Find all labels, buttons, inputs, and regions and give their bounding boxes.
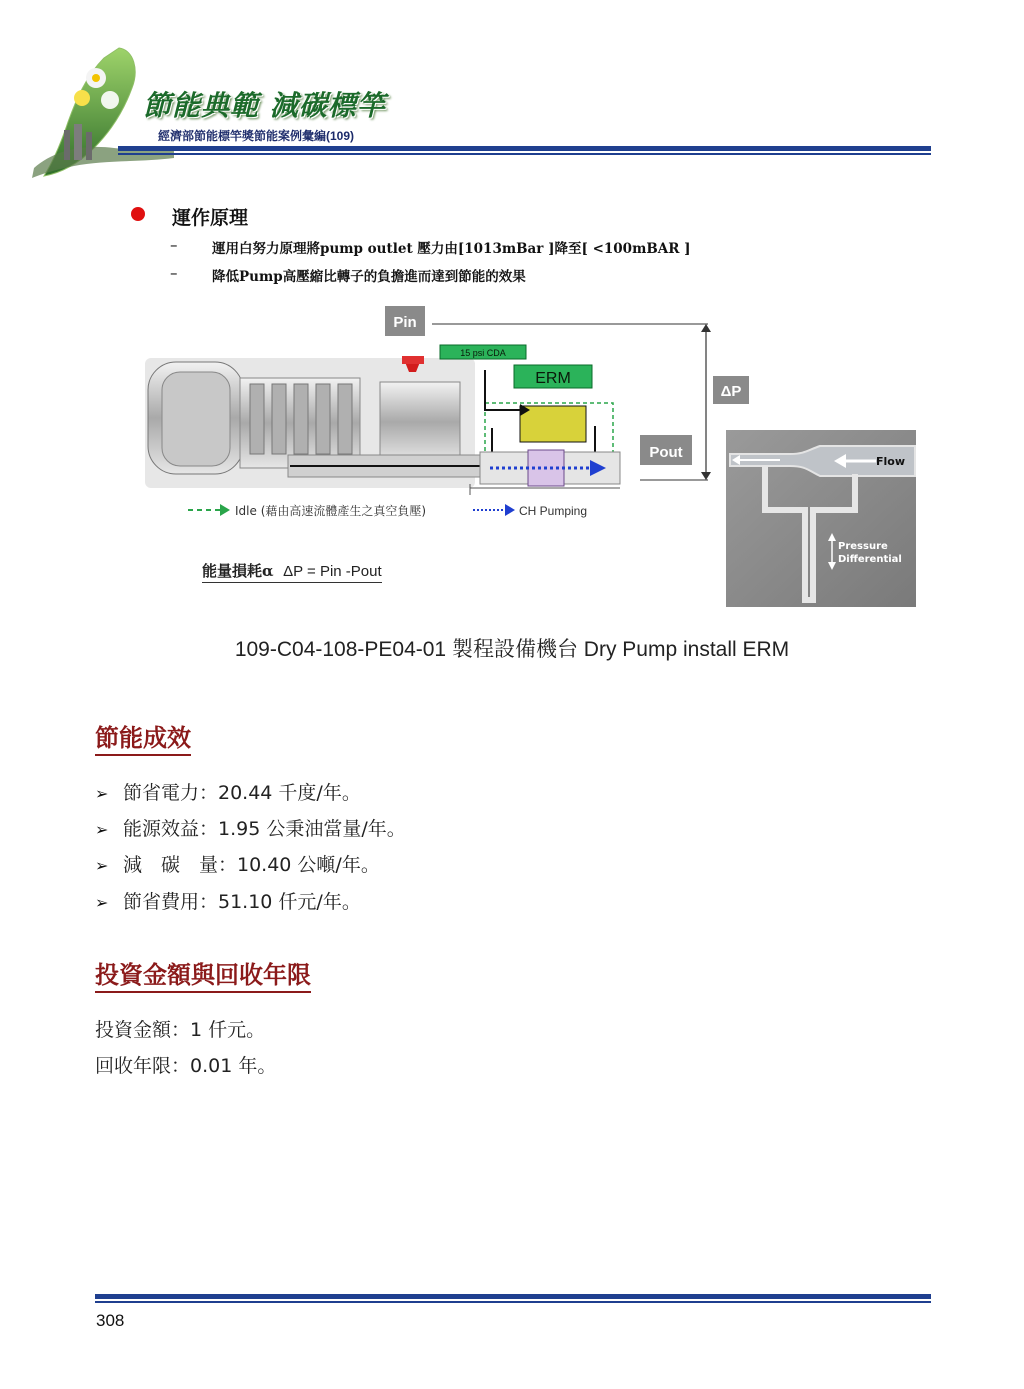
principle-dash-2: –	[170, 264, 178, 282]
dry-pump-illustration	[145, 356, 498, 488]
pin-label: Pin	[393, 314, 417, 331]
principle-dash-1: –	[170, 236, 178, 254]
delta-p-label: ΔP	[720, 383, 742, 400]
idle-legend: Idle (藉由高速流體產生之真空負壓)	[235, 504, 427, 518]
formula-expression: ΔP = Pin -Pout	[283, 563, 382, 580]
header-rule	[118, 146, 931, 151]
result-text-energy: 能源效益：1.95 公秉油當量/年。	[123, 818, 406, 840]
ch-legend: CH Pumping	[519, 504, 588, 518]
idle-arrow-icon	[220, 504, 230, 516]
pressure-label: Pressure	[838, 541, 888, 552]
result-item	[95, 887, 361, 914]
principle-bullet-icon	[131, 207, 145, 221]
result-text-power: 節省電力：20.44 千度/年。	[123, 782, 361, 804]
results-heading: 節能成效	[95, 718, 191, 756]
payback-period: 回收年限：0.01 年。	[95, 1055, 277, 1077]
investment-amount: 投資金額：1 仟元。	[95, 1019, 266, 1041]
differential-label: Differential	[838, 554, 902, 565]
erm-module	[470, 370, 620, 495]
erm-label: ERM	[535, 370, 571, 387]
cda-label: 15 psi CDA	[460, 348, 506, 358]
arrow-bullet-icon: ➢	[95, 856, 109, 875]
header-rule-thin	[118, 153, 931, 155]
formula-label: 能量損耗α	[202, 562, 274, 580]
energy-loss-formula	[202, 560, 382, 583]
footer-rule-thin	[95, 1301, 931, 1303]
figure-caption: 109-C04-108-PE04-01 製程設備機台 Dry Pump install ERM	[234, 638, 790, 661]
result-item	[95, 850, 380, 877]
ch-arrow-icon	[505, 504, 515, 516]
principle-line-2: 降低Pump高壓縮比轉子的負擔進而達到節能的效果	[212, 269, 526, 285]
result-text-cost: 節省費用：51.10 仟元/年。	[123, 891, 361, 913]
arrow-bullet-icon: ➢	[95, 784, 109, 803]
page-number: 308	[96, 1311, 125, 1330]
brand-subtitle: 經濟部節能標竿獎節能案例彙編(109)	[158, 129, 355, 143]
result-text-carbon: 減 碳 量：10.40 公噸/年。	[123, 854, 380, 876]
result-item	[95, 778, 361, 805]
flow-label: Flow	[876, 455, 906, 468]
arrow-bullet-icon: ➢	[95, 820, 109, 839]
principle-heading: 運作原理	[172, 207, 249, 229]
arrow-bullet-icon: ➢	[95, 893, 109, 912]
principle-line-1: 運用白努力原理將pump outlet 壓力由[1013mBar ]降至[ <100mBAR ]	[212, 241, 691, 257]
investment-heading: 投資金額與回收年限	[95, 955, 311, 993]
brand-title: 節能典範 減碳標竿	[143, 89, 386, 122]
result-item	[95, 814, 406, 841]
pout-label: Pout	[649, 444, 683, 461]
footer-rule	[95, 1294, 931, 1299]
